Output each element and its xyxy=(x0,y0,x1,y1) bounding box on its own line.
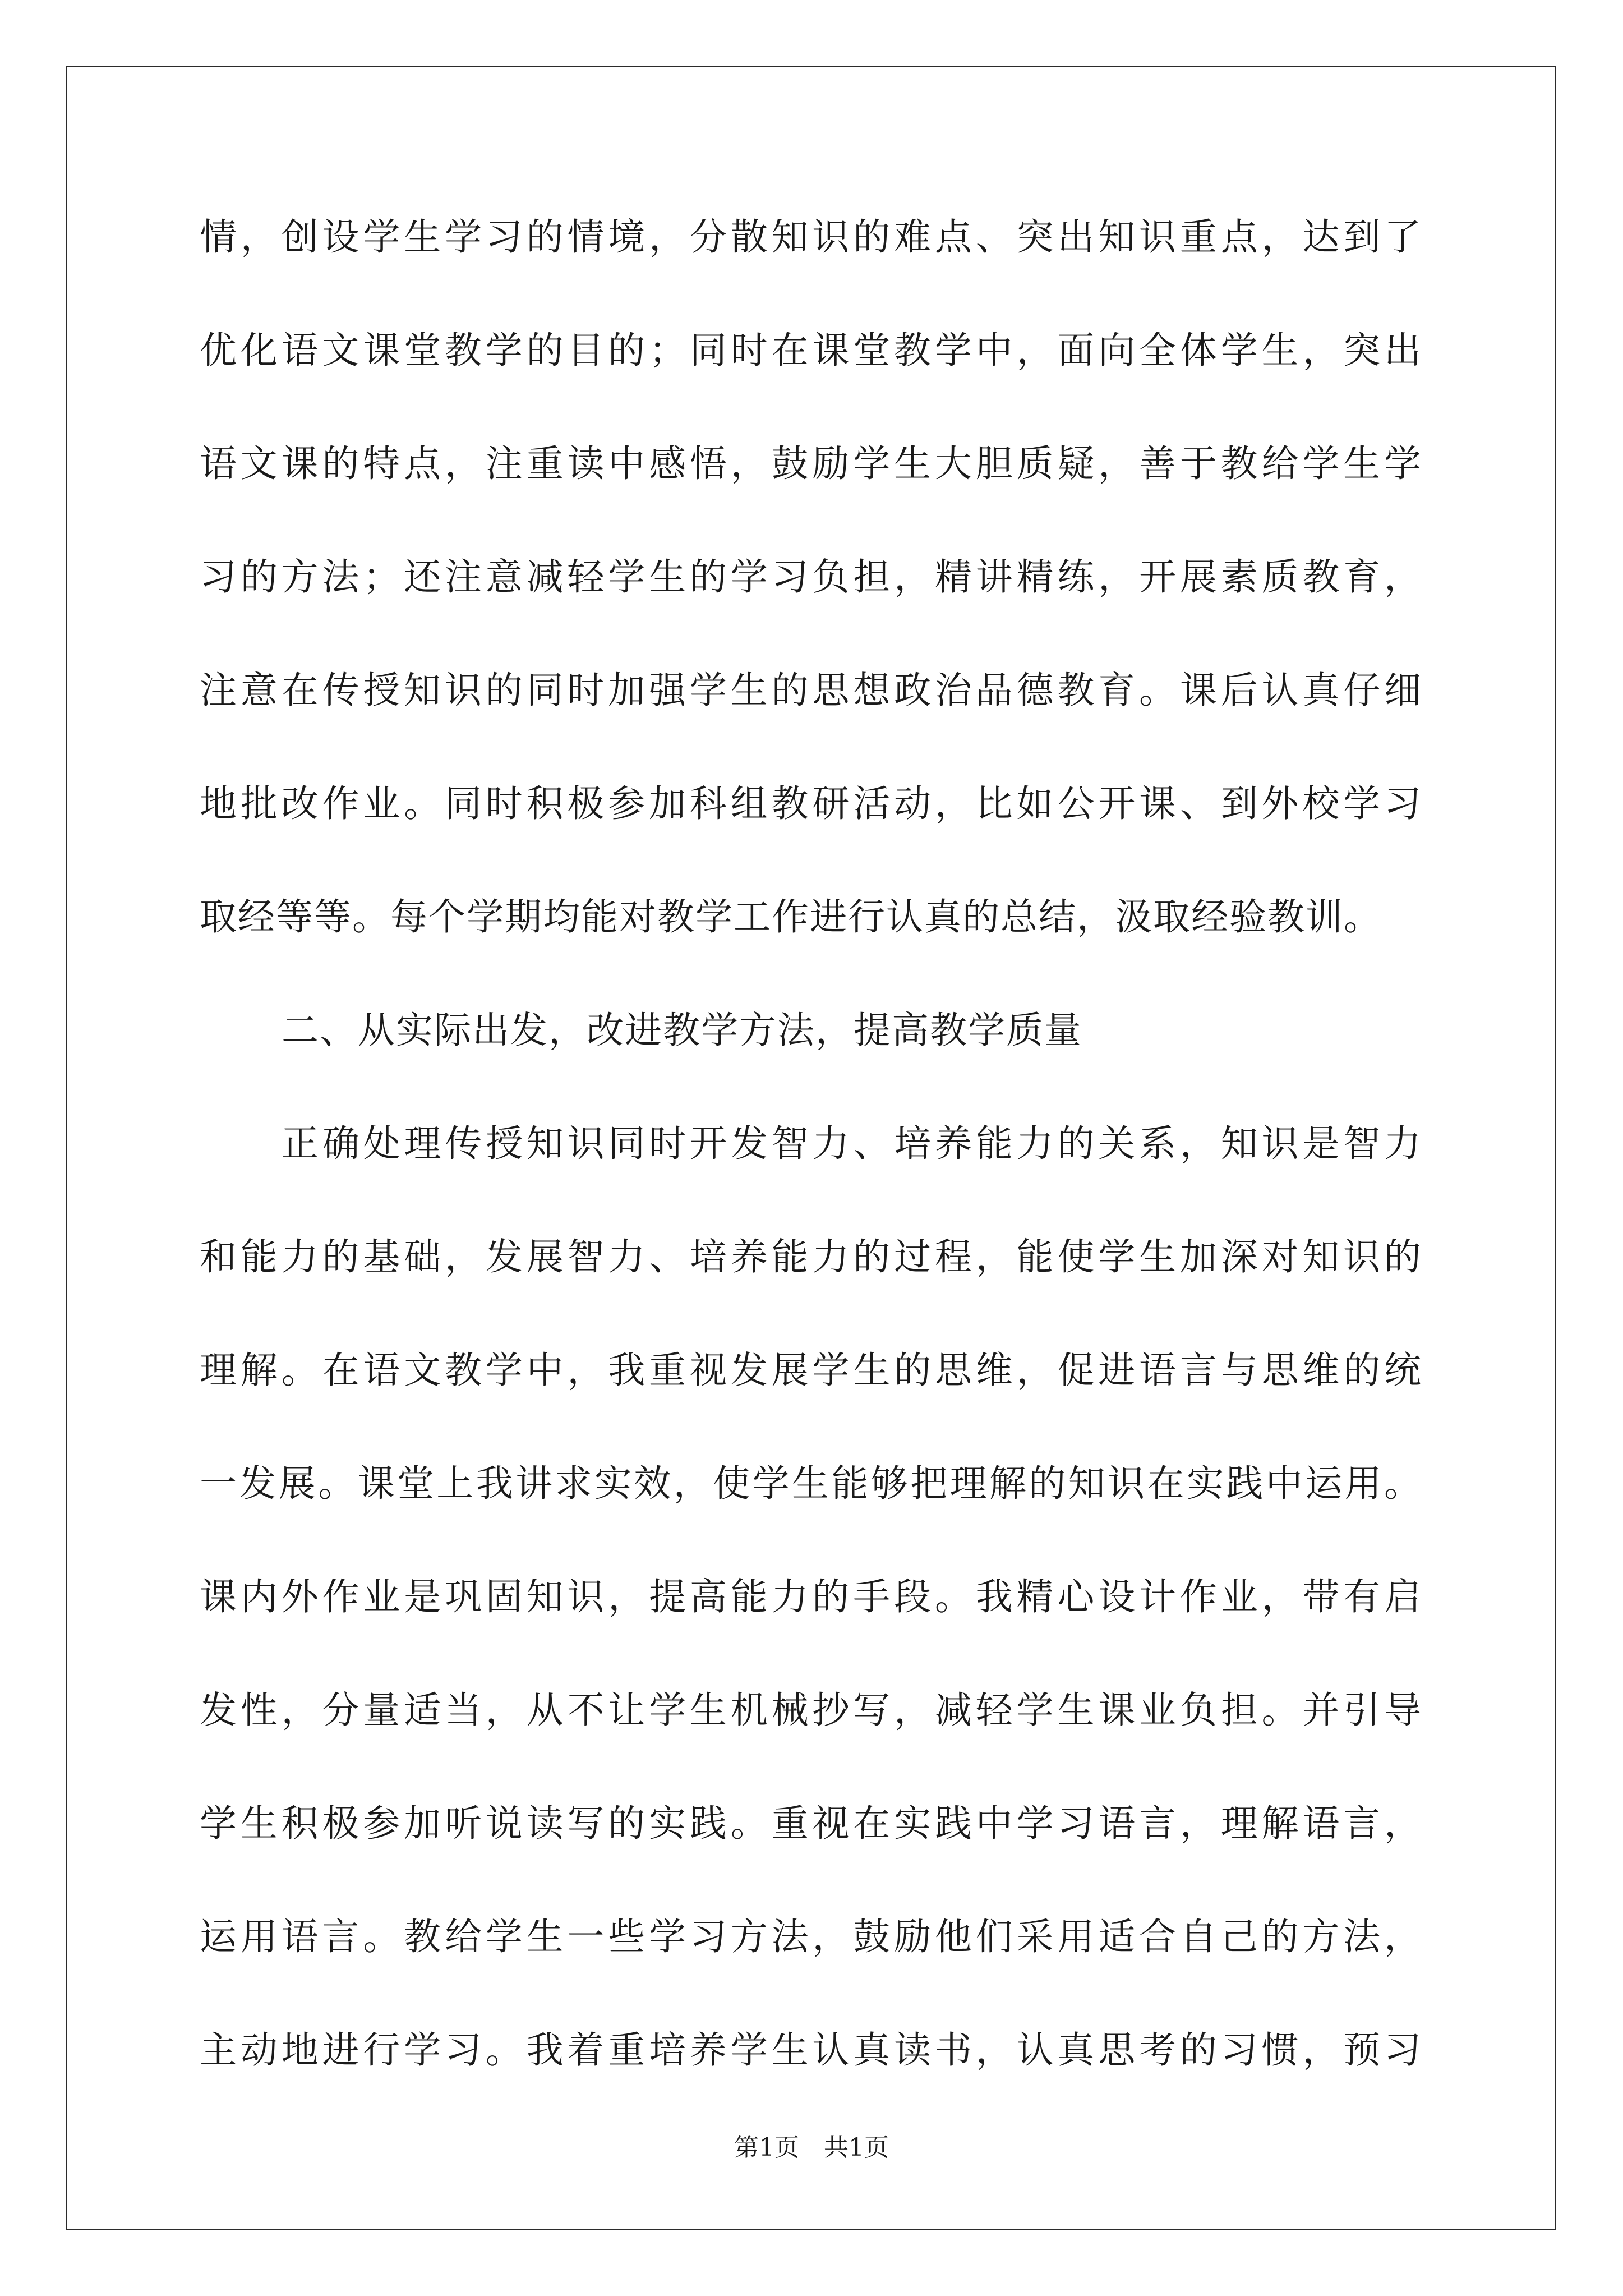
text-line: 取经等等。每个学期均能对教学工作进行认真的总结，汲取经验教训。 xyxy=(200,895,1382,938)
text-line: 语文课的特点，注重读中感悟，鼓励学生大胆质疑，善于教给学生学 xyxy=(200,442,1422,485)
text-line: 注意在传授知识的同时加强学生的思想政治品德教育。课后认真仔细 xyxy=(200,669,1422,712)
text-line: 地批改作业。同时积极参加科组教研活动，比如公开课、到外校学习 xyxy=(200,782,1422,825)
text-line: 学生积极参加听说读写的实践。重视在实践中学习语言，理解语言， xyxy=(200,1802,1422,1845)
text-line: 理解。在语文教学中，我重视发展学生的思维，促进语言与思维的统 xyxy=(200,1349,1422,1392)
page-footer: 第1页 共1页 xyxy=(734,2133,889,2162)
document-body xyxy=(200,195,1422,2122)
text-line: 和能力的基础，发展智力、培养能力的过程，能使学生加深对知识的 xyxy=(200,1235,1422,1278)
text-line: 课内外作业是巩固知识，提高能力的手段。我精心设计作业，带有启 xyxy=(200,1575,1422,1618)
text-line: 优化语文课堂教学的目的；同时在课堂教学中，面向全体学生，突出 xyxy=(200,329,1422,372)
section-heading: 二、从实际出发，改进教学方法，提高教学质量 xyxy=(282,1009,1082,1052)
text-line: 情，创设学生学习的情境，分散知识的难点、突出知识重点，达到了 xyxy=(200,215,1422,259)
text-line: 一发展。课堂上我讲求实效，使学生能够把理解的知识在实践中运用。 xyxy=(200,1462,1422,1505)
text-line: 运用语言。教给学生一些学习方法，鼓励他们采用适合自己的方法， xyxy=(200,1915,1422,1958)
text-line: 习的方法；还注意减轻学生的学习负担，精讲精练，开展素质教育， xyxy=(200,555,1422,599)
text-line: 正确处理传授知识同时开发智力、培养能力的关系，知识是智力 xyxy=(282,1122,1422,1165)
text-line: 主动地进行学习。我着重培养学生认真读书，认真思考的习惯，预习 xyxy=(200,2028,1422,2072)
text-line: 发性，分量适当，从不让学生机械抄写，减轻学生课业负担。并引导 xyxy=(200,1688,1422,1732)
